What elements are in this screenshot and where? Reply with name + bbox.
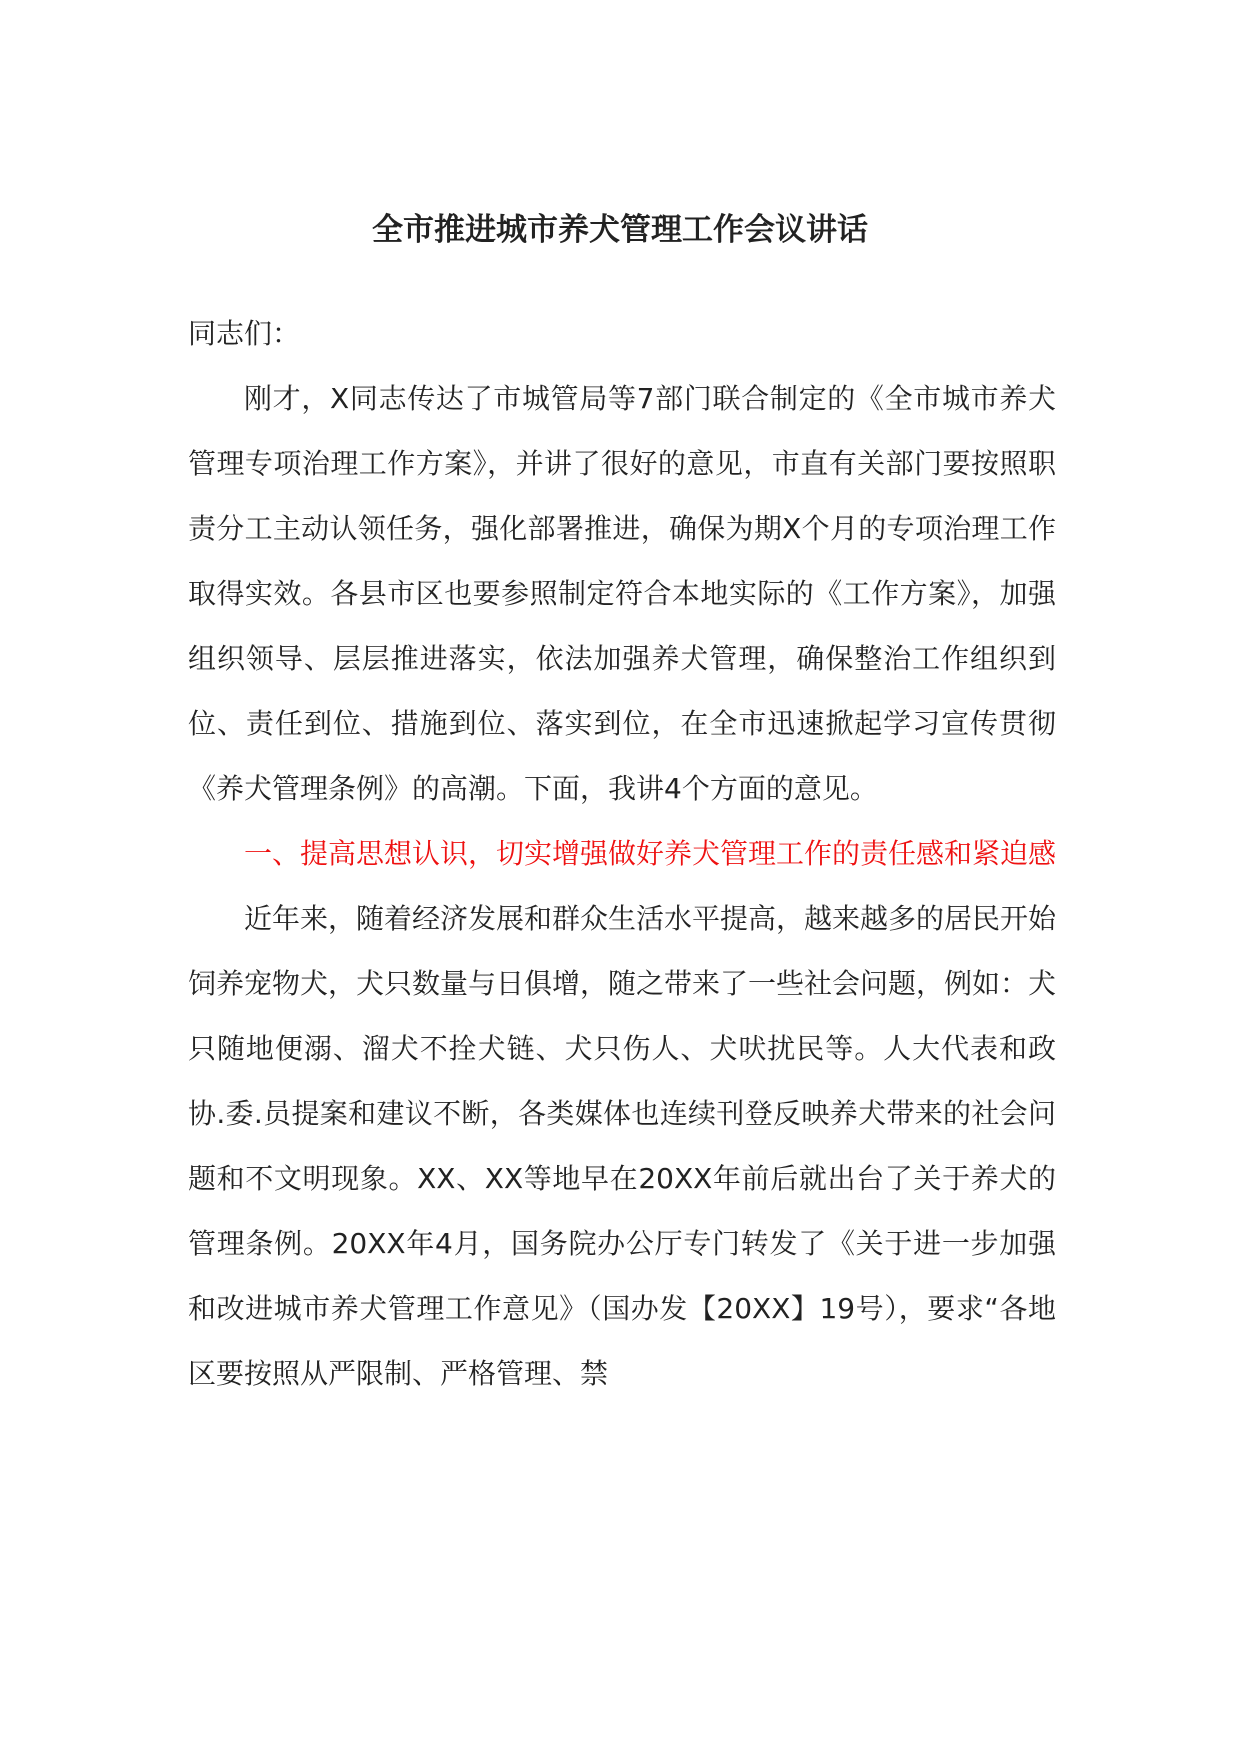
intro-paragraph: 刚才，X同志传达了市城管局等7部门联合制定的《全市城市养犬管理专项治理工作方案》，并讲了很好的意见，市直有关部门要按照职责分工主动认领任务，强化部署推进，确保为期X个月的专项治理工作取得实效。各县市区也要参照制定符合本地实际的《工作方案》，加强组织领导、层层推进落实，依法加强养犬管理，确保整治工作组织到位、责任到位、措施到位、落实到位，在全市迅速掀起学习宣传贯彻《养犬管理条例》的高潮。下面，我讲4个方面的意见。 [188, 382, 1056, 805]
document-body [188, 301, 1056, 1406]
salutation: 同志们： [188, 317, 301, 350]
document-title: 全市推进城市养犬管理工作会议讲话 [372, 212, 868, 248]
section-heading: 一、提高思想认识，切实增强做好养犬管理工作的责任感和紧迫感 [244, 837, 1057, 870]
section-paragraph: 近年来，随着经济发展和群众生活水平提高，越来越多的居民开始饲养宠物犬，犬只数量与日俱增，随之带来了一些社会问题，例如：犬只随地便溺、溜犬不拴犬链、犬只伤人、犬吠扰民等。人大代表和政协.委.员提案和建议不断，各类媒体也连续刊登反映养犬带来的社会问题和不文明现象。XX、XX等地早在20XX年前后就出台了关于养犬的管理条例。20XX年4月，国务院办公厅专门转发了《关于进一步加强和改进城市养犬管理工作意见》（国办发【20XX】19号），要求“各地区要按照从严限制、严格管理、禁 [188, 902, 1057, 1390]
